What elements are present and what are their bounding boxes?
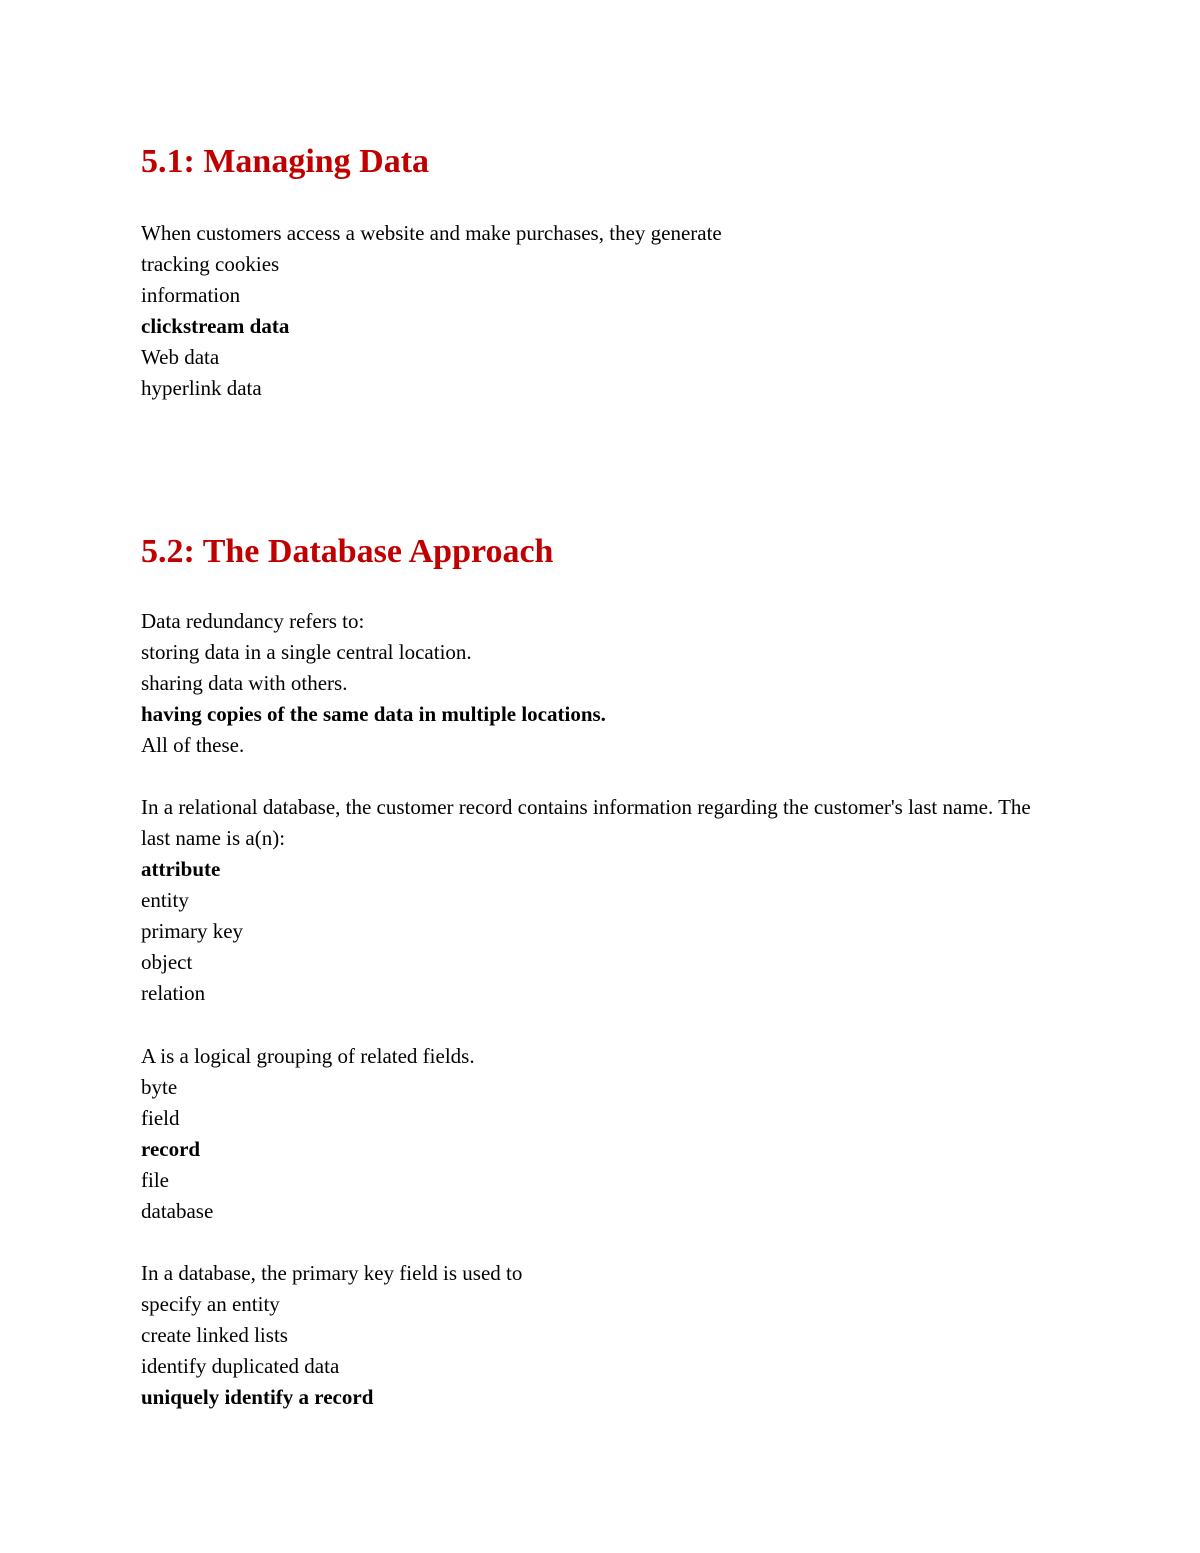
answer-option: byte (141, 1075, 178, 1099)
question-prompt: When customers access a website and make purchases, they generate (141, 221, 722, 245)
question-block (141, 218, 1061, 404)
answer-option: database (141, 1199, 214, 1223)
answer-option: storing data in a single central location. (141, 640, 472, 664)
section-heading-5-2: 5.2: The Database Approach (141, 533, 554, 570)
answer-option: relation (141, 981, 206, 1005)
answer-option: hyperlink data (141, 376, 262, 400)
answer-option: field (141, 1106, 180, 1130)
question-block (141, 606, 1061, 761)
answer-option: Web data (141, 345, 220, 369)
question-prompt: In a relational database, the customer record contains information regarding the customer's last name. The last name is a(n): (141, 795, 1031, 850)
answer-option: entity (141, 888, 189, 912)
answer-option: All of these. (141, 733, 245, 757)
answer-option: primary key (141, 919, 244, 943)
question-block (141, 792, 1061, 1009)
answer-option: identify duplicated data (141, 1354, 340, 1378)
question-prompt: Data redundancy refers to: (141, 609, 365, 633)
section-heading-5-1: 5.1: Managing Data (141, 143, 430, 180)
answer-option-correct: attribute (141, 857, 221, 881)
answer-option: sharing data with others. (141, 671, 348, 695)
question-prompt: A is a logical grouping of related fields. (141, 1044, 475, 1068)
answer-option: create linked lists (141, 1323, 288, 1347)
answer-option: specify an entity (141, 1292, 280, 1316)
answer-option-correct: uniquely identify a record (141, 1385, 374, 1409)
answer-option: information (141, 283, 241, 307)
answer-option: tracking cookies (141, 252, 280, 276)
answer-option: file (141, 1168, 169, 1192)
answer-option: object (141, 950, 193, 974)
question-prompt: In a database, the primary key field is used to (141, 1261, 523, 1285)
question-block (141, 1041, 1061, 1227)
answer-option-correct: having copies of the same data in multiple locations. (141, 702, 606, 726)
question-block (141, 1258, 1061, 1413)
answer-option-correct: record (141, 1137, 201, 1161)
answer-option-correct: clickstream data (141, 314, 290, 338)
